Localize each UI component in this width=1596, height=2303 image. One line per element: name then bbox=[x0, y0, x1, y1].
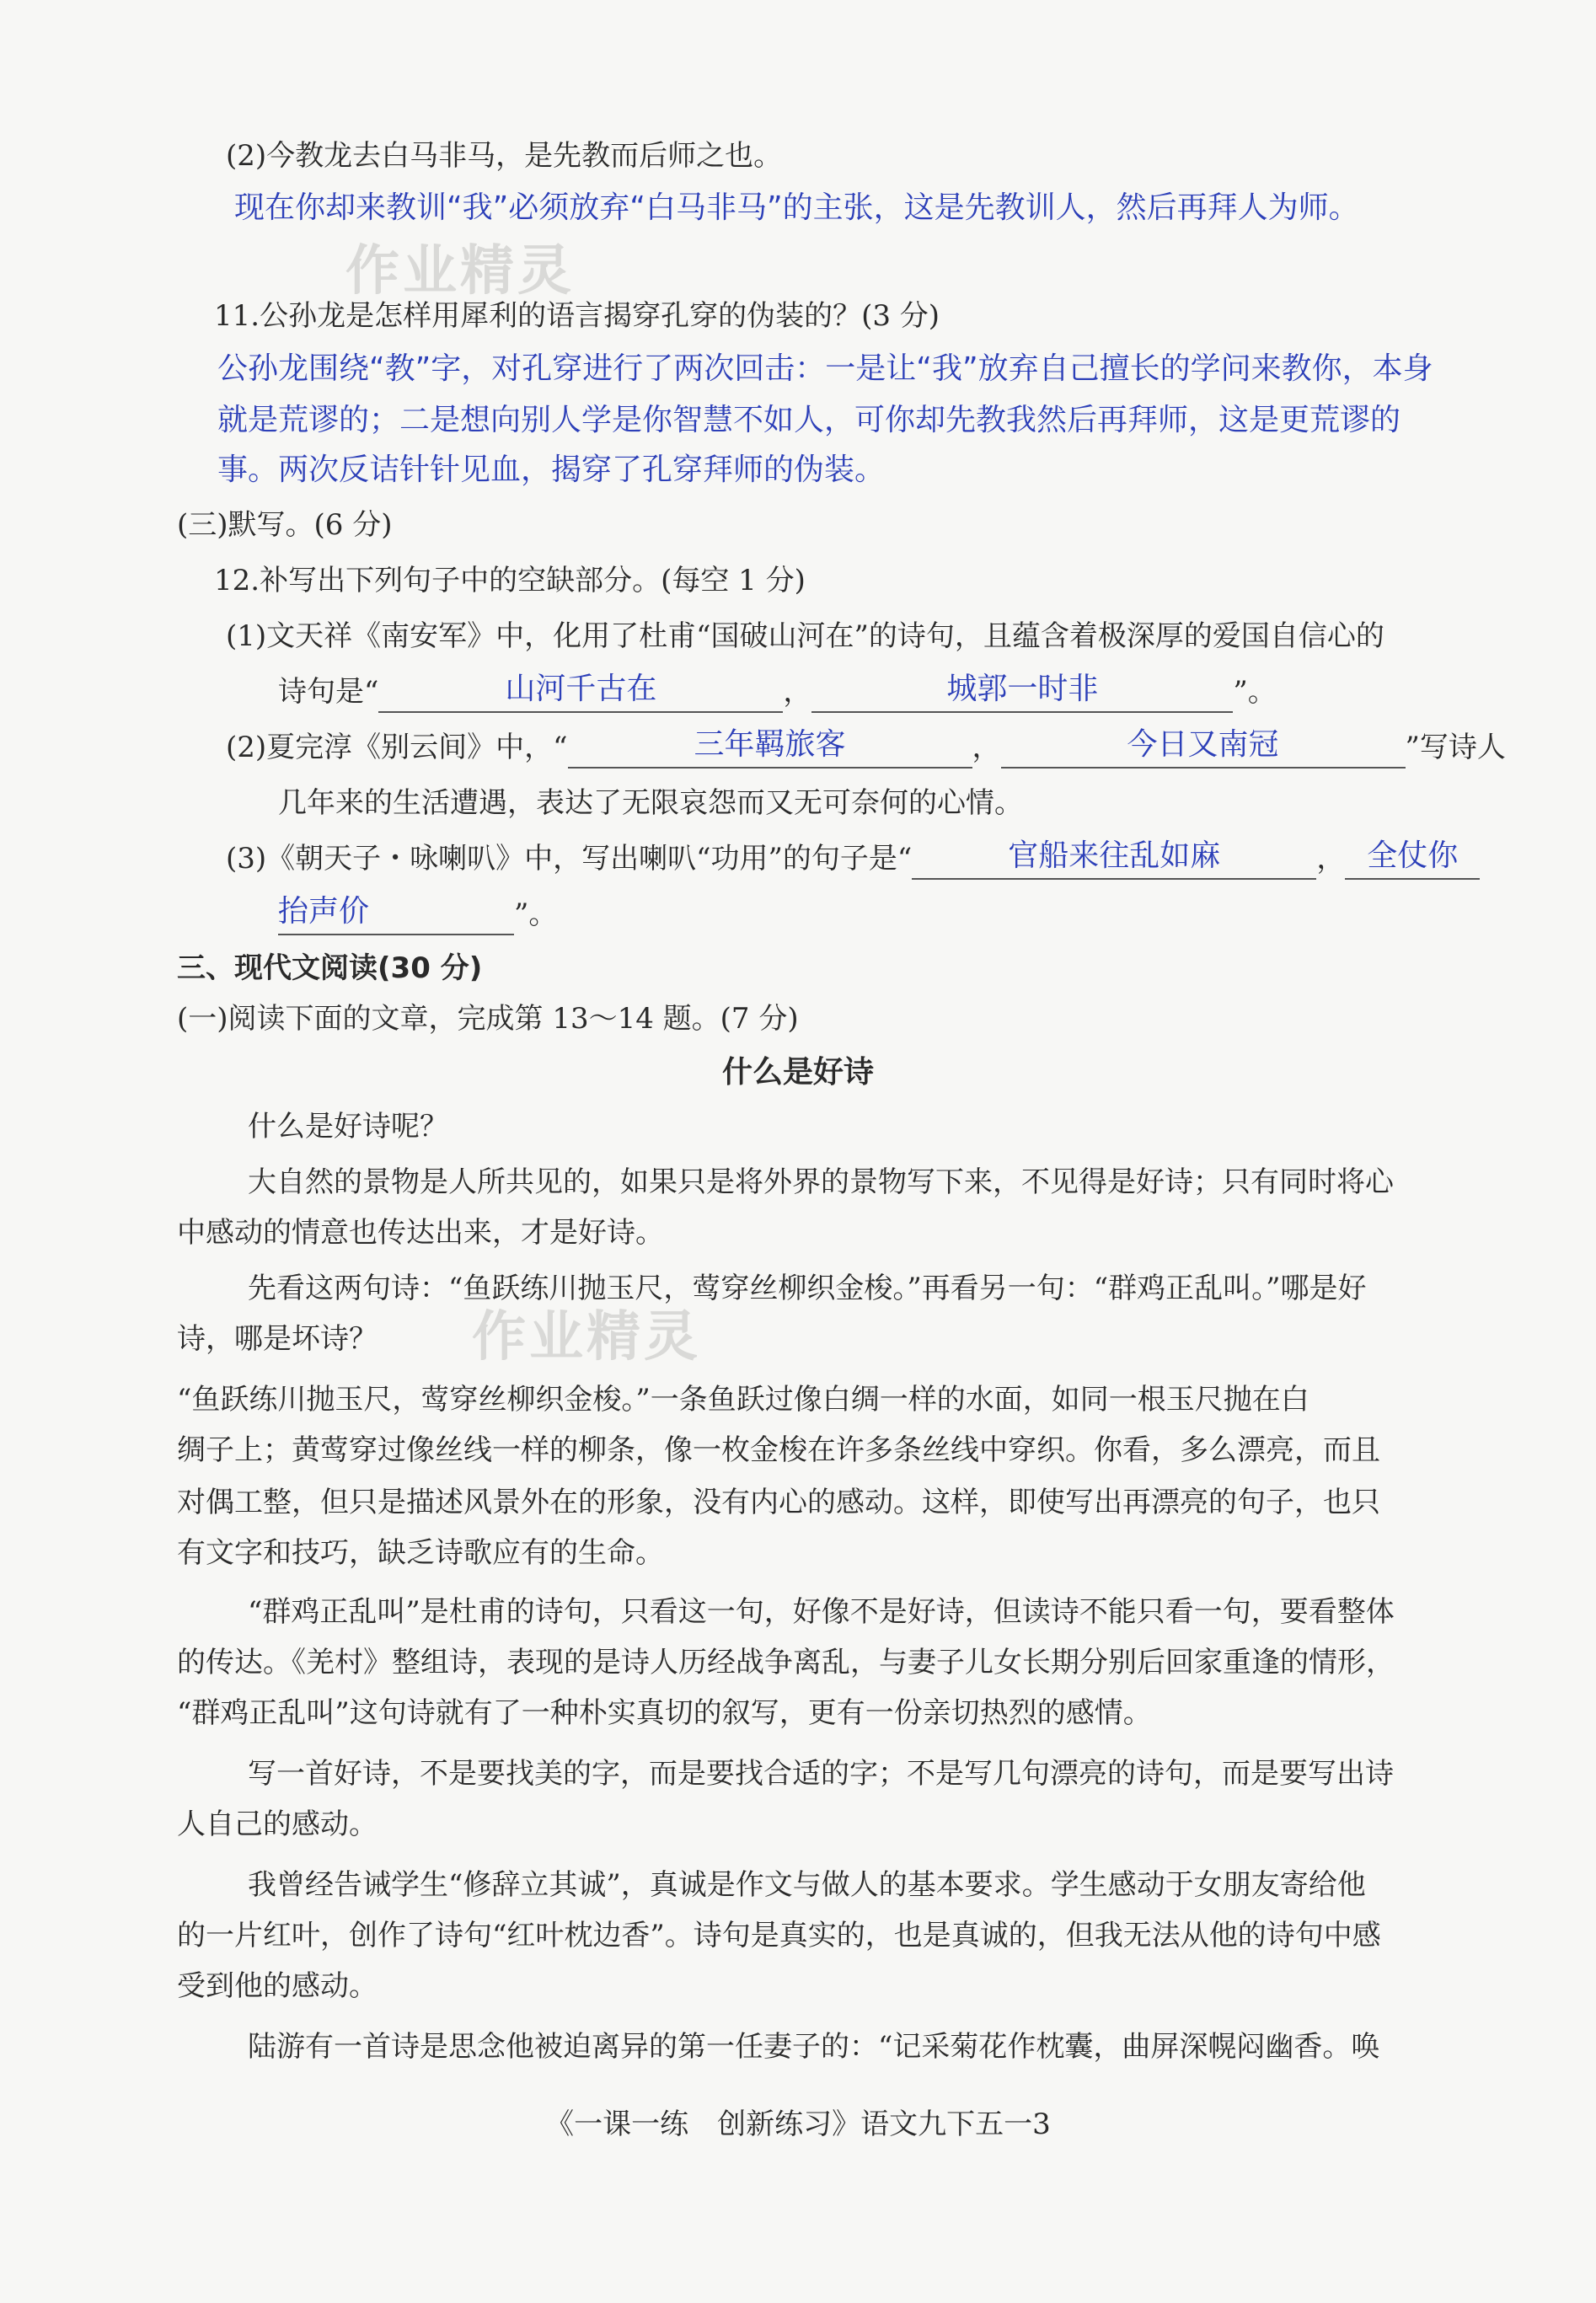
article-line: 的传达。《羌村》整组诗，表现的是诗人历经战争离乱，与妻子儿女长期分别后回家重逢的情形， bbox=[177, 1646, 1395, 1679]
article-line: 中感动的情意也传达出来，才是好诗。 bbox=[177, 1216, 664, 1250]
blank-1[interactable]: 山河千古在 bbox=[378, 678, 783, 713]
blank-6a[interactable]: 全仗你 bbox=[1345, 844, 1480, 880]
part3-heading: 三、现代文阅读(30 分) bbox=[177, 951, 483, 985]
article-line: 的一片红叶，创作了诗句“红叶枕边香”。诗句是真实的，也是真诚的，但我无法从他的诗句中感 bbox=[177, 1919, 1381, 1952]
article-line: 陆游有一首诗是思念他被迫离异的第一任妻子的：“记采菊花作枕囊，曲屏深幌闷幽香。唤 bbox=[248, 2030, 1380, 2064]
part3-sub: (一)阅读下面的文章，完成第 13～14 题。(7 分) bbox=[177, 1002, 799, 1036]
article-line: 写一首好诗，不是要找美的字，而是要找合适的字；不是写几句漂亮的诗句，而是要写出诗 bbox=[248, 1757, 1394, 1791]
blank-4[interactable]: 今日又南冠 bbox=[1001, 733, 1406, 769]
q11-answer-line3: 事。两次反诘针针见血，揭穿了孔穿拜师的伪装。 bbox=[217, 453, 886, 487]
article-line: 诗，哪是坏诗？ bbox=[177, 1322, 378, 1356]
q11-prompt: 11.公孙龙是怎样用犀利的语言揭穿孔穿的伪装的？(3 分) bbox=[214, 299, 940, 333]
watermark-mid: 作业精灵 bbox=[472, 1306, 701, 1368]
blank-6b[interactable]: 抬声价 bbox=[278, 900, 514, 935]
article-line: 对偶工整，但只是描述风景外在的形象，没有内心的感动。这样，即使写出再漂亮的句子，也只 bbox=[177, 1486, 1380, 1519]
q11-answer-line1: 公孙龙围绕“教”字，对孔穿进行了两次回击：一是让“我”放弃自己擅长的学问来教你，本身 bbox=[217, 351, 1433, 386]
q12-p3-line1: (3)《朝天子・咏喇叭》中，写出喇叭“功用”的句子是“ 官船来往乱如麻 ， 全仗你 bbox=[226, 838, 1480, 880]
article-line: 人自己的感动。 bbox=[177, 1808, 378, 1841]
article-line: 绸子上；黄莺穿过像丝线一样的柳条，像一枚金梭在许多条丝线中穿织。你看，多么漂亮，而且 bbox=[177, 1433, 1380, 1467]
q10-2-answer: 现在你却来教训“我”必须放弃“白马非马”的主张，这是先教训人，然后再拜人为师。 bbox=[234, 190, 1359, 225]
blank-3[interactable]: 三年羁旅客 bbox=[568, 733, 972, 769]
blank-5[interactable]: 官船来往乱如麻 bbox=[912, 844, 1316, 880]
article-line: “群鸡正乱叫”是杜甫的诗句，只看这一句，好像不是好诗，但读诗不能只看一句，要看整体 bbox=[248, 1595, 1395, 1629]
article-line: “群鸡正乱叫”这句诗就有了一种朴实真切的叙写，更有一份亲切热烈的感情。 bbox=[177, 1696, 1152, 1730]
blank-2[interactable]: 城郭一时非 bbox=[811, 678, 1233, 713]
article-line: “鱼跃练川抛玉尺，莺穿丝柳织金梭。”一条鱼跃过像白绸一样的水面，如同一根玉尺抛在白 bbox=[177, 1383, 1309, 1417]
q12-p3-line2: 抬声价 ”。 bbox=[278, 893, 557, 935]
page-footer: 《一课一练 创新练习》语文九下五一3 bbox=[545, 2108, 1051, 2141]
q12-p1-line1: (1)文天祥《南安军》中，化用了杜甫“国破山河在”的诗句，且蕴含着极深厚的爱国自信心的 bbox=[226, 619, 1384, 653]
article-title: 什么是好诗 bbox=[721, 1055, 874, 1090]
section3-heading: (三)默写。(6 分) bbox=[177, 508, 393, 542]
watermark-top: 作业精灵 bbox=[345, 240, 575, 303]
q12-p2-line2: 几年来的生活遭遇，表达了无限哀怨而又无可奈何的心情。 bbox=[278, 786, 1023, 820]
article-line: 先看这两句诗：“鱼跃练川抛玉尺，莺穿丝柳织金梭。”再看另一句：“群鸡正乱叫。”哪是好 bbox=[248, 1272, 1367, 1305]
q12-p2-line1: (2)夏完淳《别云间》中，“ 三年羁旅客 ， 今日又南冠 ”写诗人 bbox=[226, 726, 1506, 769]
article-line: 大自然的景物是人所共见的，如果只是将外界的景物写下来，不见得是好诗；只有同时将心 bbox=[248, 1165, 1394, 1199]
q11-answer-line2: 就是荒谬的；二是想向别人学是你智慧不如人，可你却先教我然后再拜师，这是更荒谬的 bbox=[217, 403, 1401, 437]
article-line: 什么是好诗呢？ bbox=[248, 1110, 448, 1143]
q12-prompt: 12.补写出下列句子中的空缺部分。(每空 1 分) bbox=[214, 564, 806, 597]
article-line: 有文字和技巧，缺乏诗歌应有的生命。 bbox=[177, 1536, 664, 1570]
q10-2-prompt: (2)今教龙去白马非马，是先教而后师之也。 bbox=[226, 139, 783, 173]
q12-p1-line2: 诗句是“ 山河千古在 ， 城郭一时非 ”。 bbox=[278, 671, 1277, 713]
article-line: 我曾经告诫学生“修辞立其诚”，真诚是作文与做人的基本要求。学生感动于女朋友寄给他 bbox=[248, 1868, 1366, 1902]
article-line: 受到他的感动。 bbox=[177, 1969, 378, 2003]
